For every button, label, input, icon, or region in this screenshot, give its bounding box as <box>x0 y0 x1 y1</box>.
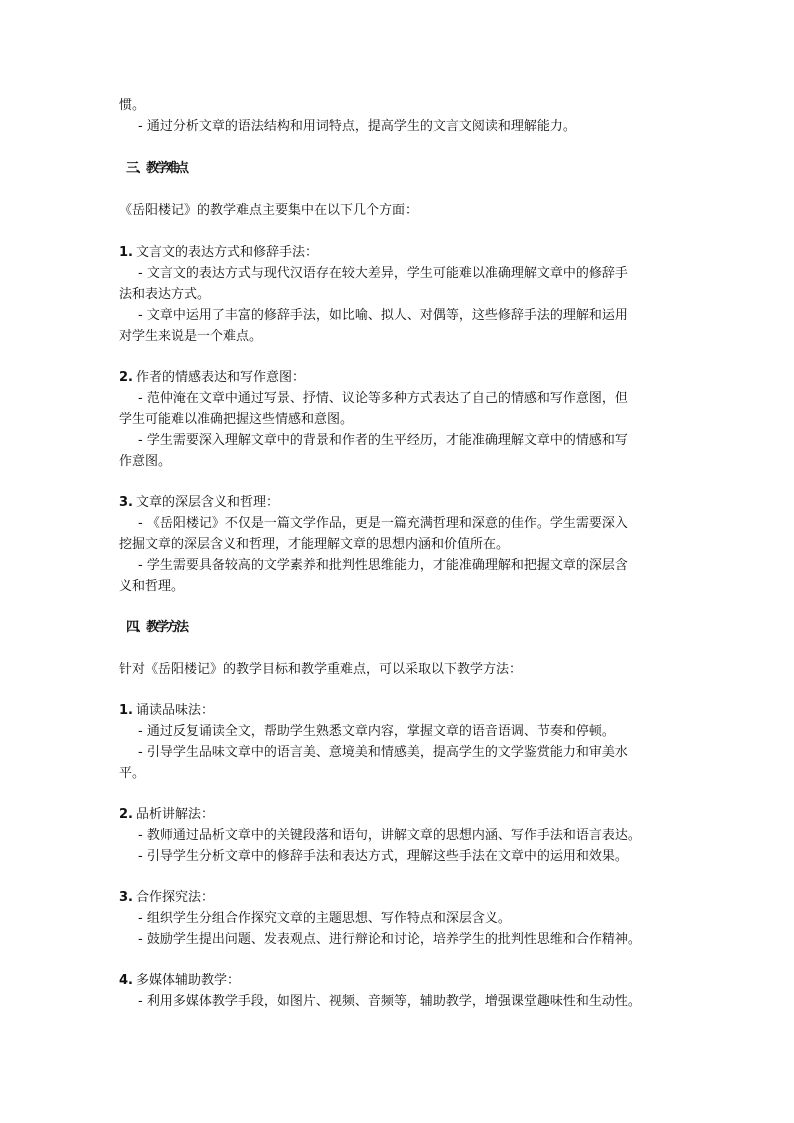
list-item-number: 1. <box>119 245 133 260</box>
paragraph-line: 挖掘文章的深层含义和哲理，才能理解文章的思想内涵和价值所在。 <box>119 537 510 552</box>
section-intro: 针对《岳阳楼记》的教学目标和教学重难点，可以采取以下教学方法： <box>119 662 523 677</box>
list-item-number: 3. <box>119 890 133 905</box>
section-heading: 三、教学难点 <box>126 161 187 176</box>
list-item-title-text: 作者的情感表达和写作意图： <box>136 370 306 385</box>
paragraph-line: - 《岳阳楼记》不仅是一篇文学作品，更是一篇充满哲理和深意的佳作。学生需要深入 <box>138 516 628 531</box>
list-item-title-text: 合作探究法： <box>136 890 215 905</box>
paragraph-line: - 通过分析文章的语法结构和用词特点，提高学生的文言文阅读和理解能力。 <box>138 119 576 134</box>
list-item-number: 4. <box>119 973 133 988</box>
list-item-title <box>119 493 679 513</box>
paragraph-line: - 引导学生品味文章中的语言美、意境美和情感美，提高学生的文学鉴赏能力和审美水 <box>138 745 628 760</box>
list-item-title <box>119 888 679 908</box>
list-item-number: 1. <box>119 703 133 718</box>
paragraph-line: - 组织学生分组合作探究文章的主题思想、写作特点和深层含义。 <box>138 911 511 926</box>
paragraph-line: - 引导学生分析文章中的修辞手法和表达方式，理解这些手法在文章中的运用和效果。 <box>138 849 628 864</box>
list-item-title-text: 多媒体辅助教学： <box>136 973 241 988</box>
list-item-title <box>119 971 679 991</box>
list-item-title-text: 文章的深层含义和哲理： <box>136 495 280 510</box>
paragraph-line: 义和哲理。 <box>119 579 185 594</box>
list-item-title <box>119 701 679 721</box>
paragraph-line: 平。 <box>119 766 146 781</box>
paragraph-line: - 鼓励学生提出问题、发表观点、进行辩论和讨论，培养学生的批判性思维和合作精神。 <box>138 932 641 947</box>
list-item-title <box>119 805 679 825</box>
paragraph-line: 对学生来说是一个难点。 <box>119 329 263 344</box>
paragraph-line: 作意图。 <box>119 454 172 469</box>
list-item-number: 2. <box>119 807 133 822</box>
list-item-title-text: 品析讲解法： <box>136 807 215 822</box>
paragraph-line: - 范仲淹在文章中通过写景、抒情、议论等多种方式表达了自己的情感和写作意图，但 <box>138 391 628 406</box>
list-item-title-text: 文言文的表达方式和修辞手法： <box>136 245 319 260</box>
paragraph-line: - 教师通过品析文章中的关键段落和语句，讲解文章的思想内涵、写作手法和语言表达。 <box>138 828 641 843</box>
list-item-number: 2. <box>119 370 133 385</box>
paragraph-line: - 文章中运用了丰富的修辞手法，如比喻、拟人、对偶等，这些修辞手法的理解和运用 <box>138 308 628 323</box>
paragraph-line: - 文言文的表达方式与现代汉语存在较大差异，学生可能难以准确理解文章中的修辞手 <box>138 266 628 281</box>
list-item-title <box>119 368 679 388</box>
paragraph-line: - 学生需要深入理解文章中的背景和作者的生平经历，才能准确理解文章中的情感和写 <box>138 433 628 448</box>
paragraph-line: 学生可能难以准确把握这些情感和意图。 <box>119 412 354 427</box>
paragraph-line: 惯。 <box>119 98 146 113</box>
section-intro: 《岳阳楼记》的教学难点主要集中在以下几个方面： <box>119 203 419 218</box>
list-item-title <box>119 243 679 263</box>
list-item-title-text: 诵读品味法： <box>136 703 215 718</box>
paragraph-line: - 通过反复诵读全文，帮助学生熟悉文章内容，掌握文章的语音语调、节奏和停顿。 <box>138 724 615 739</box>
paragraph-line: - 学生需要具备较高的文学素养和批判性思维能力，才能准确理解和把握文章的深层含 <box>138 558 628 573</box>
section-heading: 四、教学方法 <box>126 620 187 635</box>
paragraph-line: - 利用多媒体教学手段，如图片、视频、音频等，辅助教学，增强课堂趣味性和生动性。 <box>138 994 641 1009</box>
paragraph-line: 法和表达方式。 <box>119 287 211 302</box>
list-item-number: 3. <box>119 495 133 510</box>
